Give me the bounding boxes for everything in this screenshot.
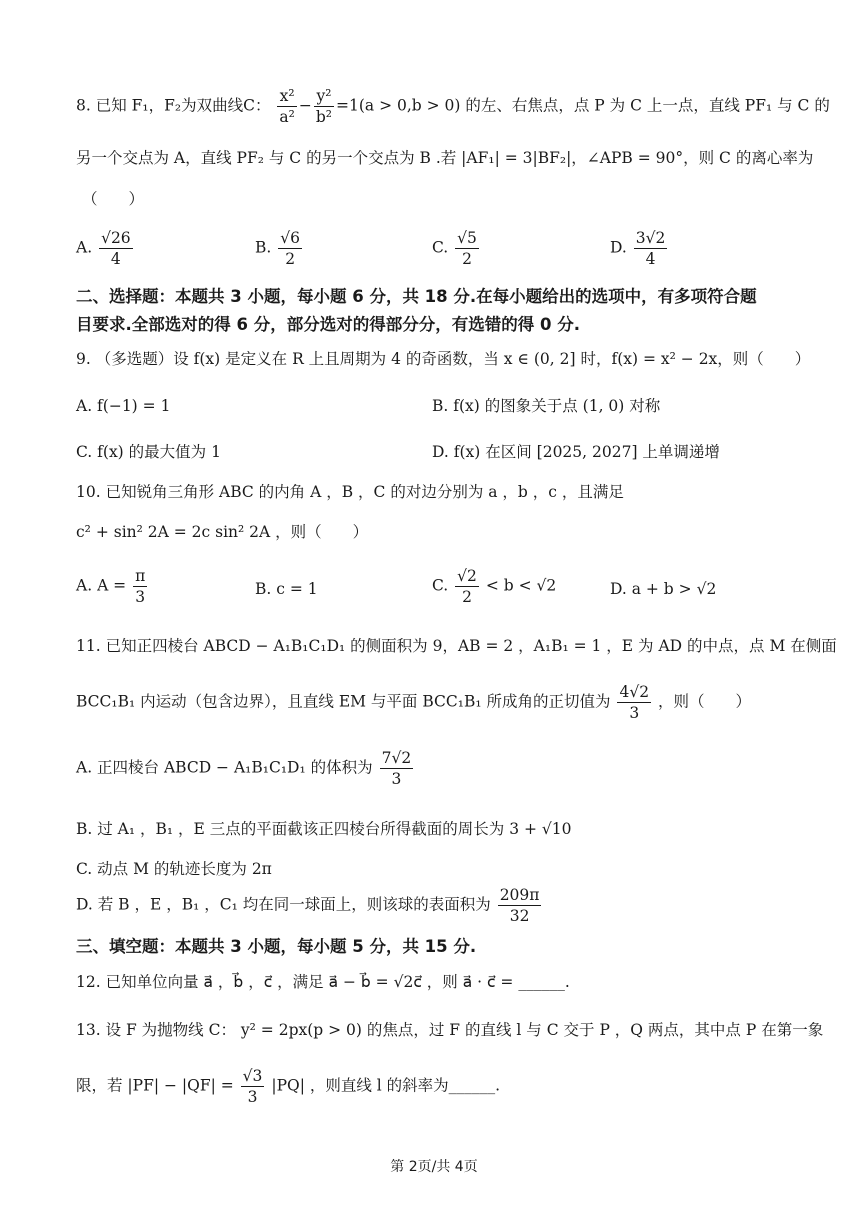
section3-heading: 三、填空题：本题共 3 小题，每小题 5 分，共 15 分. bbox=[76, 937, 477, 956]
q8-answer-paren: （ ） bbox=[82, 190, 145, 208]
q10-stem-line1: 10. 已知锐角三角形 ABC 的内角 A ，B ，C 的对边分别为 a ，b ，c ，且满足 bbox=[76, 483, 624, 501]
section2-heading: 二、选择题：本题共 3 小题，每小题 6 分，共 18 分.在每小题给出的选项中，有多项符合题 bbox=[76, 287, 757, 306]
q10-option-c[interactable]: C. $\frac{√2}{2}$ < b < √2 bbox=[432, 567, 557, 606]
q12-stem: 12. 已知单位向量 a⃗ ，b⃗ ，c⃗ ，满足 a⃗ − b⃗ = √2c⃗ ，则 a⃗ · c⃗ = ______. bbox=[76, 973, 570, 991]
q13-stem-line1: 13. 设 F 为抛物线 C： y² = 2px(p > 0) 的焦点，过 F 的直线 l 与 C 交于 P ，Q 两点，其中点 P 在第一象 bbox=[76, 1021, 824, 1039]
hyperbola-x-fraction: $\frac{\text{x²}}{\text{a²}}$ bbox=[279, 87, 295, 126]
hyperbola-y-fraction: $\frac{\text{y²}}{\text{b²}}$ bbox=[315, 87, 332, 126]
q10-option-d[interactable]: D. a + b > √2 bbox=[610, 580, 717, 598]
q10-option-b[interactable]: B. c = 1 bbox=[255, 580, 318, 598]
q11-option-a[interactable]: A. 正四棱台 ABCD − A₁B₁C₁D₁ 的体积为 $\frac{7√2}{3}$ bbox=[76, 749, 412, 788]
q9-option-c[interactable]: C. f(x) 的最大值为 1 bbox=[76, 443, 221, 461]
q9-option-d[interactable]: D. f(x) 在区间 [2025, 2027] 上单调递增 bbox=[432, 443, 720, 461]
q8-option-c[interactable]: C. $\frac{√5}{2}$ bbox=[432, 229, 477, 268]
q8-line2: 另一个交点为 A，直线 PF₂ 与 C 的另一个交点为 B .若 |AF₁| = 3|BF₂|，∠APB = 90°，则 C 的离心率为 bbox=[76, 149, 814, 167]
section2-heading-cont: 目要求.全部选对的得 6 分，部分选对的得部分分，有选错的得 0 分. bbox=[76, 315, 580, 334]
q8-text: =1(a > 0,b > 0) 的左、右焦点，点 P 为 C 上一点，直线 PF₁ 与 C 的 bbox=[336, 96, 830, 115]
q8-option-b[interactable]: B. $\frac{√6}{2}$ bbox=[255, 229, 301, 268]
q10-stem-line2: c² + sin² 2A = 2c sin² 2A ，则（ ） bbox=[76, 523, 369, 541]
q11-option-b[interactable]: B. 过 A₁ ，B₁ ，E 三点的平面截该正四棱台所得截面的周长为 3 + √10 bbox=[76, 820, 572, 838]
q8-line1: 8. 已知 F₁，F₂为双曲线C： $\frac{\text{x²}}{\text{a²}}$ − $\frac{\text{y²}}{\text{b²}}$ =1(a > 0,b > 0) 的左、右焦点，点 P 为 C 上一点，直线 PF₁ 与 C 的 bbox=[76, 87, 830, 126]
q9-stem: 9. （多选题）设 f(x) 是定义在 R 上且周期为 4 的奇函数，当 x ∈ (0, 2] 时，f(x) = x² − 2x，则（ ） bbox=[76, 350, 811, 368]
q8-text: F₁，F₂为双曲线C： bbox=[131, 96, 271, 115]
q10-option-a[interactable]: A. A = $\frac{\pi}{3}$ bbox=[76, 567, 146, 606]
q11-option-c[interactable]: C. 动点 M 的轨迹长度为 2π bbox=[76, 860, 272, 878]
page-footer: 第 2页/共 4页 bbox=[390, 1159, 478, 1175]
q8-option-d[interactable]: D. $\frac{3√2}{4}$ bbox=[610, 229, 666, 268]
q11-option-d[interactable]: D. 若 B ，E ，B₁ ，C₁ 均在同一球面上，则该球的表面积为 $\frac{209\pi}{32}$ bbox=[76, 886, 540, 925]
q11-stem-line1: 11. 已知正四棱台 ABCD − A₁B₁C₁D₁ 的侧面积为 9，AB = 2 ，A₁B₁ = 1 ，E 为 AD 的中点，点 M 在侧面 bbox=[76, 637, 837, 655]
q9-option-b[interactable]: B. f(x) 的图象关于点 (1, 0) 对称 bbox=[432, 397, 661, 415]
q9-option-a[interactable]: A. f(−1) = 1 bbox=[76, 397, 171, 415]
q11-stem-line2: BCC₁B₁ 内运动（包含边界），且直线 EM 与平面 BCC₁B₁ 所成角的正切值为 $\frac{4√2}{3}$ ，则（ ） bbox=[76, 683, 752, 722]
q8-option-a[interactable]: A. $\frac{√26}{4}$ bbox=[76, 229, 131, 268]
q8-text: 8. 已知 bbox=[76, 96, 127, 115]
q13-stem-line2: 限，若 |PF| − |QF| = $\frac{√3}{3}$ |PQ| ，则直线 l 的斜率为______. bbox=[76, 1067, 501, 1106]
